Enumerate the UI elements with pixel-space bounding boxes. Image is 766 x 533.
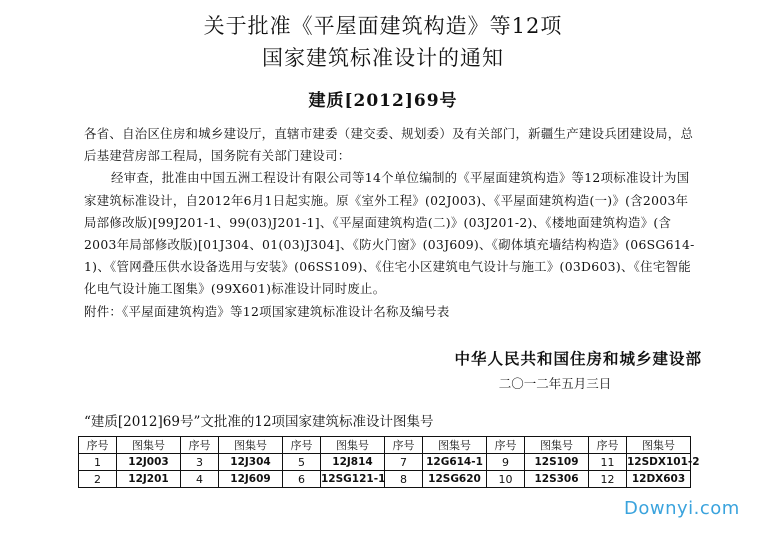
serial-cell: 1 [79, 454, 117, 471]
atlas-code-cell: 12SG121-1 [321, 471, 385, 488]
atlas-code-cell: 12J609 [219, 471, 283, 488]
header-atlas-no: 图集号 [219, 437, 283, 454]
issue-date: 二〇一二年五月三日 [498, 376, 612, 391]
serial-cell: 5 [283, 454, 321, 471]
notice-title-line1: 关于批准《平屋面建筑构造》等12项 [203, 14, 563, 38]
header-serial: 序号 [181, 437, 219, 454]
serial-cell: 11 [589, 454, 627, 471]
serial-cell: 9 [487, 454, 525, 471]
serial-cell: 6 [283, 471, 321, 488]
header-atlas-no: 图集号 [321, 437, 385, 454]
serial-cell: 12 [589, 471, 627, 488]
table-header-row [79, 437, 691, 454]
serial-cell: 4 [181, 471, 219, 488]
atlas-code-cell: 12J304 [219, 454, 283, 471]
serial-cell: 2 [79, 471, 117, 488]
header-atlas-no: 图集号 [117, 437, 181, 454]
atlas-code-cell: 12SDX101-2 [627, 454, 691, 471]
atlas-code-cell: 12J814 [321, 454, 385, 471]
atlas-number-table [78, 436, 700, 488]
table-caption: “建质[2012]69号”文批准的12项国家建筑标准设计图集号 [84, 414, 434, 430]
atlas-code-cell: 12S306 [525, 471, 589, 488]
header-serial: 序号 [385, 437, 423, 454]
header-serial: 序号 [589, 437, 627, 454]
attachment-line: 附件：《平屋面建筑构造》等12项国家建筑标准设计名称及编号表 [84, 303, 450, 319]
header-serial: 序号 [79, 437, 117, 454]
atlas-code-cell: 12J201 [117, 471, 181, 488]
header-atlas-no: 图集号 [423, 437, 487, 454]
atlas-code-cell: 12SG620 [423, 471, 487, 488]
serial-cell: 3 [181, 454, 219, 471]
approval-paragraph: 经审查，批准由中国五洲工程设计有限公司等14个单位编制的《平屋面建筑构造》等12项标准设计为国家建筑标准设计，自2012年6月1日起实施。原《室外工程》(02J003)、《平屋面建筑构造(一)》(含2003年局部修改版)[99J201-1、99(03)J201-1]、《平屋面建筑构造(二)》(03J201-2)、《楼地面建筑构造》(含2003年局部修改版)[01J304、01(03)J304]、《防火门窗》(03J609)、《砌体填充墙结构构造》(06SG614-1)、《管网叠压供水设备选用与安装》(06SS109)、《住宅小区建筑电气设计与施工》(03D603)、《住宅智能化电气设计施工图集》(99X601)标准设计同时废止。 [84, 170, 695, 297]
serial-cell: 7 [385, 454, 423, 471]
atlas-code-cell: 12S109 [525, 454, 589, 471]
issuing-authority: 中华人民共和国住房和城乡建设部 [454, 350, 702, 368]
atlas-code-cell: 12DX603 [627, 471, 691, 488]
serial-cell: 8 [385, 471, 423, 488]
table-row [79, 471, 691, 488]
header-serial: 序号 [487, 437, 525, 454]
notice-title-line2: 国家建筑标准设计的通知 [262, 46, 504, 70]
header-serial: 序号 [283, 437, 321, 454]
watermark-logo: Downyi.com [624, 498, 740, 519]
header-atlas-no: 图集号 [627, 437, 691, 454]
atlas-code-cell: 12J003 [117, 454, 181, 471]
header-atlas-no: 图集号 [525, 437, 589, 454]
atlas-code-cell: 12G614-1 [423, 454, 487, 471]
notice-body [84, 123, 699, 323]
salutation: 各省、自治区住房和城乡建设厅，直辖市建委（建交委、规划委）及有关部门，新疆生产建设兵团建设局，总后基建营房部工程局，国务院有关部门建设司： [84, 126, 694, 164]
document-number: 建质[2012]69号 [308, 91, 458, 111]
table-row [79, 454, 691, 471]
serial-cell: 10 [487, 471, 525, 488]
